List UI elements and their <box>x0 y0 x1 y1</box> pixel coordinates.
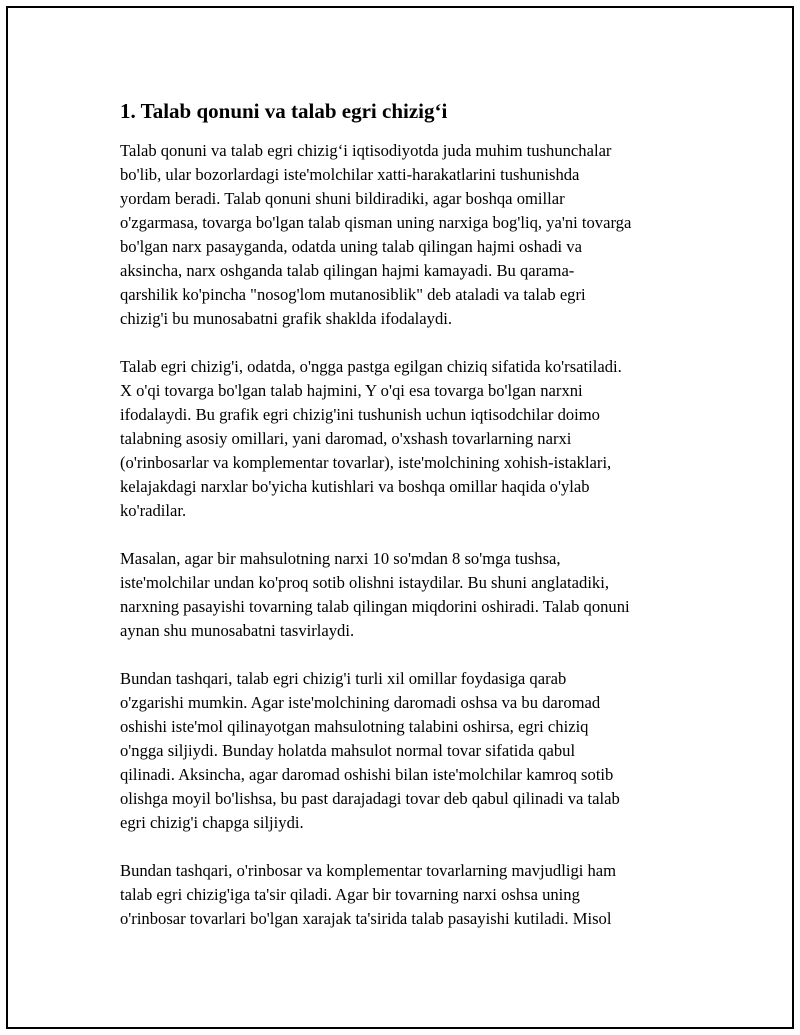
section-heading: 1. Talab qonuni va talab egri chizig‘i <box>120 99 448 123</box>
paragraph-4: Bundan tashqari, talab egri chizig'i turli xil omillar foydasiga qarab o'zgarishi mumkin. Agar iste'molchining daromadi oshsa va bu daromad oshishi iste'mol qilinayotgan mahsulotning talabini oshirsa, egri chiziq o'ngga siljiydi. Bunday holatda mahsulot normal tovar sifatida qabul qilinadi. Aksincha, agar daromad oshishi bilan iste'molchilar kamroq sotib olishga moyil bo'lishsa, bu past darajadagi tovar deb qabul qilinadi va talab egri chizig'i chapga siljiydi. <box>120 669 620 832</box>
paragraph-2: Talab egri chizig'i, odatda, o'ngga pastga egilgan chiziq sifatida ko'rsatiladi. X o'qi tovarga bo'lgan talab hajmini, Y o'qi esa tovarga bo'lgan narxni ifodalaydi. Bu grafik egri chizig'ini tushunish uchun iqtisodchilar doimo talabning asosiy omillari, yani daromad, o'xshash tovarlarning narxi (o'rinbosarlar va komplementar tovarlar), iste'molchining xohish-istaklari, kelajakdagi narxlar bo'yicha kutishlari va boshqa omillar haqida o'ylab ko'radilar. <box>120 357 622 520</box>
paragraph-3: Masalan, agar bir mahsulotning narxi 10 so'mdan 8 so'mga tushsa, iste'molchilar undan ko'proq sotib olishni istaydilar. Bu shuni anglatadiki, narxning pasayishi tovarning talab qilingan miqdorini oshiradi. Talab qonuni aynan shu munosabatni tasvirlaydi. <box>120 549 630 640</box>
paragraph-1: Talab qonuni va talab egri chizig‘i iqtisodiyotda juda muhim tushunchalar bo'lib, ular bozorlardagi iste'molchilar xatti-harakatlarini tushunishda yordam beradi. Talab qonuni shuni bildiradiki, agar boshqa omillar o'zgarmasa, tovarga bo'lgan talab qisman uning narxiga bog'liq, ya'ni tovarga bo'lgan narx pasayganda, odatda uning talab qilingan hajmi oshadi va aksincha, narx oshganda talab qilingan hajmi kamayadi. Bu qarama- qarshilik ko'pincha "nosog'lom mutanosiblik" deb ataladi va talab egri chizig'i bu munosabatni grafik shaklda ifodalaydi. <box>120 141 632 328</box>
document-page <box>6 6 794 1029</box>
paragraph-5: Bundan tashqari, o'rinbosar va komplementar tovarlarning mavjudligi ham talab egri chizig'iga ta'sir qiladi. Agar bir tovarning narxi oshsa uning o'rinbosar tovarlari bo'lgan xarajak ta'sirida talab pasayishi kutiladi. Misol <box>120 861 617 928</box>
document-body <box>120 98 700 955</box>
